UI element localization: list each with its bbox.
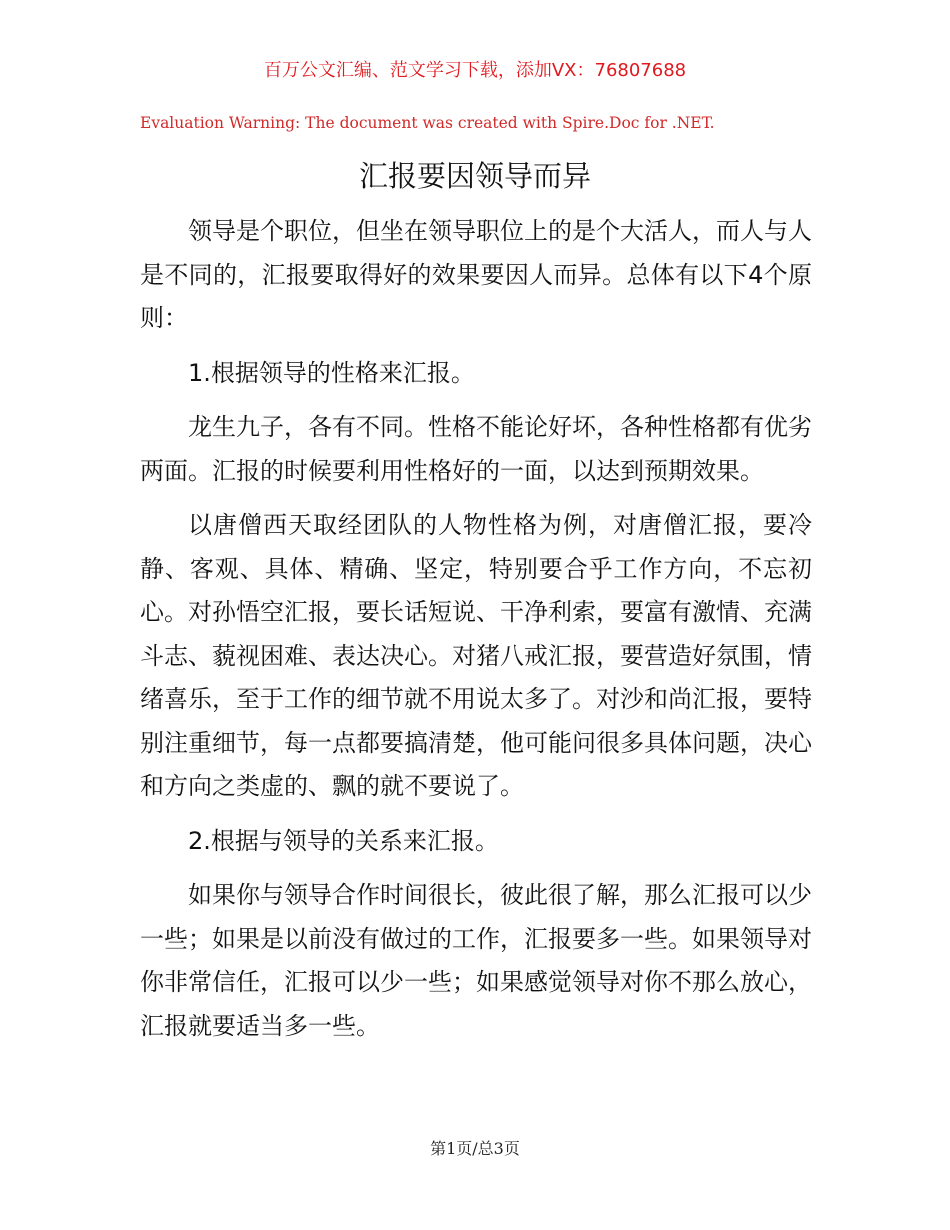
evaluation-warning: Evaluation Warning: The document was created with Spire.Doc for .NET. [140,114,715,132]
paragraph-example: 以唐僧西天取经团队的人物性格为例，对唐僧汇报，要冷静、客观、具体、精确、坚定，特别要合乎工作方向，不忘初心。对孙悟空汇报，要长话短说、干净利索，要富有激情、充满斗志、藐视困难、表达决心。对猪八戒汇报，要营造好氛围，情绪喜乐，至于工作的细节就不用说太多了。对沙和尚汇报，要特别注重细节，每一点都要搞清楚，他可能问很多具体问题，决心和方向之类虚的、飘的就不要说了。 [140,511,812,800]
paragraph-personality: 龙生九子，各有不同。性格不能论好坏，各种性格都有优劣两面。汇报的时候要利用性格好的一面，以达到预期效果。 [140,413,812,485]
header-banner: 百万公文汇编、范文学习下载，添加VX：76807688 [263,60,687,81]
page-indicator: 第1页/总3页 [430,1139,520,1158]
paragraph-intro: 领导是个职位，但坐在领导职位上的是个大活人，而人与人是不同的，汇报要取得好的效果要因人而异。总体有以下4个原则： [140,217,812,332]
document-title: 汇报要因领导而异 [358,159,591,193]
paragraph-relationship: 如果你与领导合作时间很长，彼此很了解，那么汇报可以少一些；如果是以前没有做过的工作，汇报要多一些。如果领导对你非常信任，汇报可以少一些；如果感觉领导对你不那么放心，汇报就要适当多一些。 [140,881,812,1040]
paragraph-heading-1: 1.根据领导的性格来汇报。 [188,358,475,387]
paragraph-heading-2: 2.根据与领导的关系来汇报。 [188,826,499,855]
document-body [140,210,812,1059]
